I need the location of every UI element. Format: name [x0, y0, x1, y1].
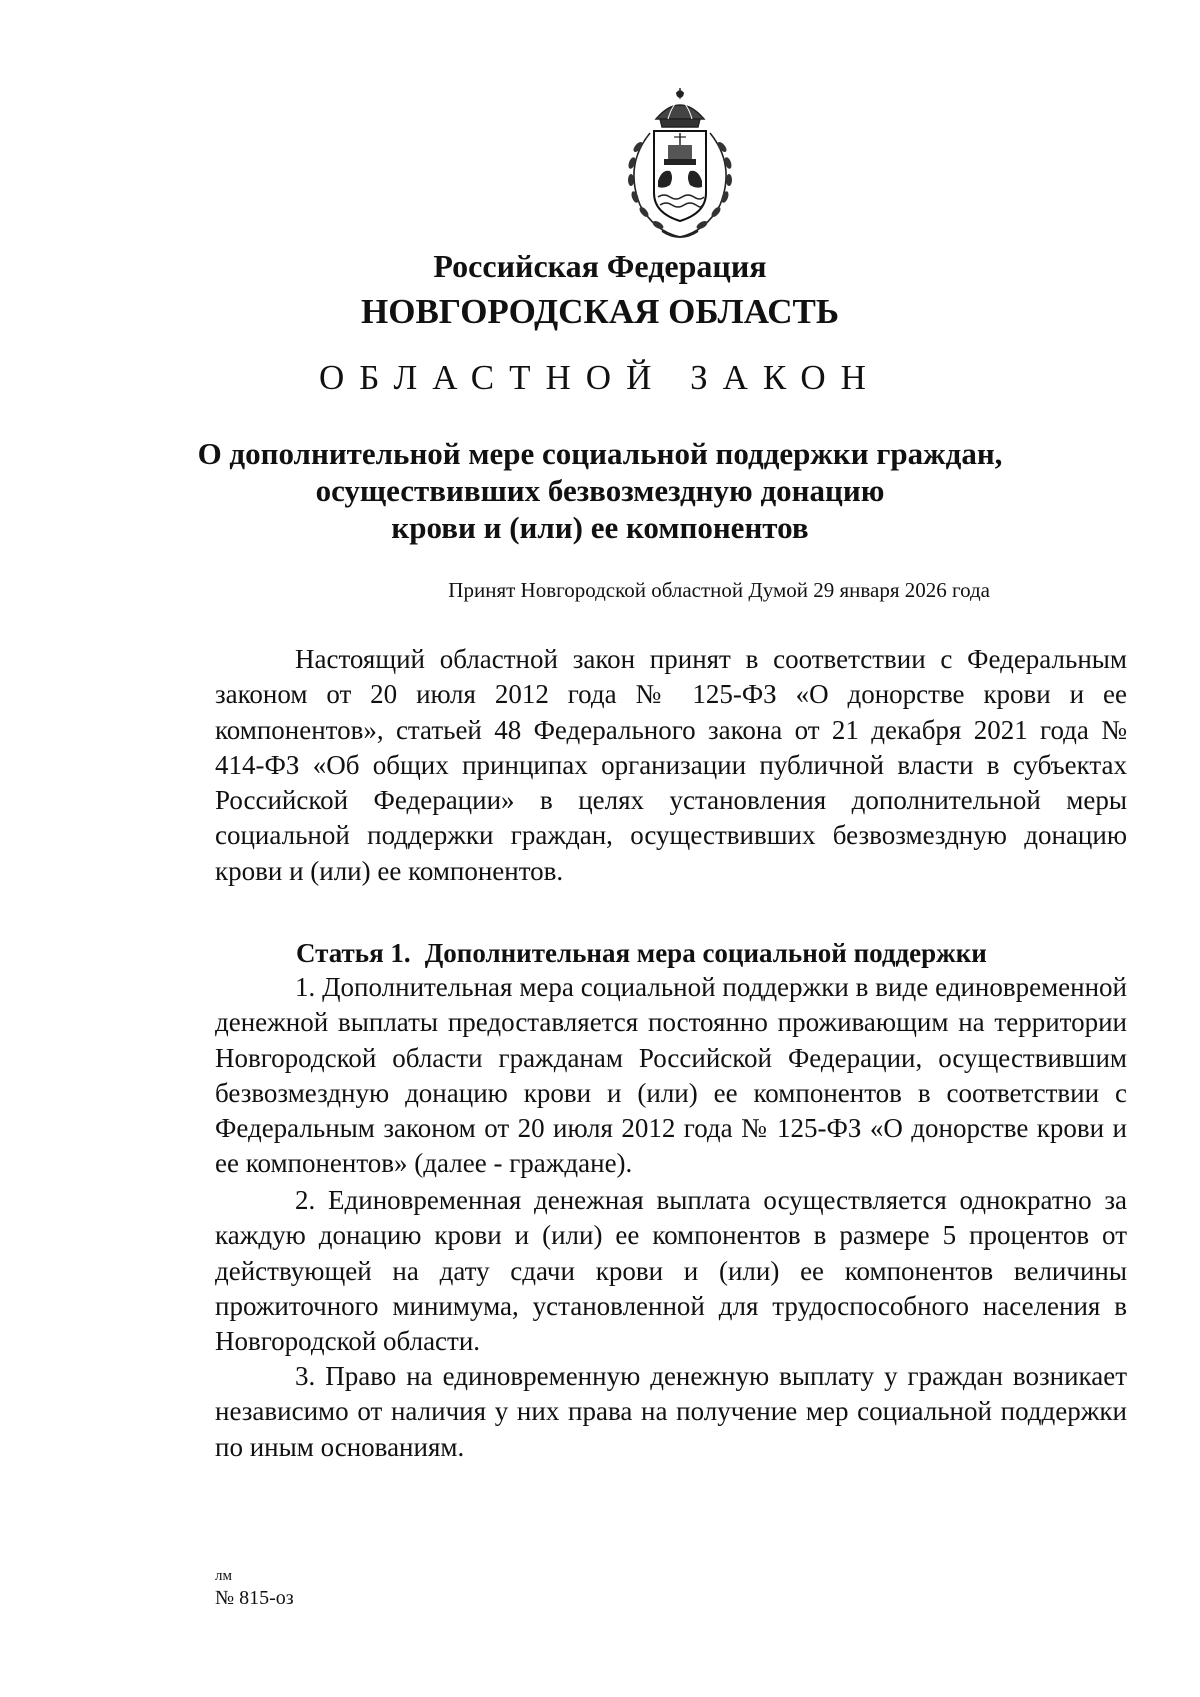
law-number: № 815-оз: [215, 1587, 294, 1609]
law-title-line: крови и (или) ее компонентов: [391, 510, 809, 545]
region-heading: НОВГОРОДСКАЯ ОБЛАСТЬ: [361, 292, 839, 331]
law-title: [190, 435, 1010, 546]
law-title-line: О дополнительной мере социальной поддержки граждан,: [197, 436, 1003, 471]
article-paragraph-2: 2. Единовременная денежная выплата осуществляется однократно за каждую донацию крови и (или) ее компонентов в размере 5 процентов от действующей на дату сдачи крови и (или) ее компонентов величины прожиточного минимума, установленной для трудоспособного населения в Новгородской области.: [215, 1185, 1127, 1357]
article-heading: [296, 938, 987, 969]
article-number: Статья 1.: [296, 938, 411, 968]
document-footer: [215, 1565, 294, 1609]
law-title-line: осуществивших безвозмездную донацию: [315, 473, 885, 508]
executor-initials: лм: [215, 1568, 232, 1584]
novgorod-coat-of-arms-icon: [610, 85, 750, 245]
country-heading: Российская Федерация: [433, 248, 767, 284]
preamble-paragraph: Настоящий областной закон принят в соответствии с Федеральным законом от 20 июля 2012 года № 125-ФЗ «О донорстве крови и ее компонентов», статьей 48 Федерального закона от 21 декабря 2021 года № 414-ФЗ «Об общих принципах организации публичной власти в субъектах Российской Федерации» в целях установления дополнительной меры социальной поддержки граждан, осуществивших безвозмездную донацию крови и (или) ее компонентов.: [215, 644, 1127, 886]
article-title: Дополнительная мера социальной поддержки: [424, 938, 987, 968]
adoption-note: Принят Новгородской областной Думой 29 января 2026 года: [448, 578, 990, 602]
article-paragraph-1: 1. Дополнительная мера социальной поддержки в виде единовременной денежной выплаты предоставляется постоянно проживающим на территории Новгородской области гражданам Российской Федерации, осуществившим безвозмездную донацию крови и (или) ее компонентов в соответствии с Федеральным законом от 20 июля 2012 года № 125-ФЗ «О донорстве крови и ее компонентов» (далее - граждане).: [215, 972, 1127, 1179]
article-paragraph-3: 3. Право на единовременную денежную выплату у граждан возникает независимо от наличия у них права на получение мер социальной поддержки по иным основаниям.: [215, 1361, 1127, 1462]
document-type-heading: ОБЛАСТНОЙ ЗАКОН: [319, 358, 881, 397]
